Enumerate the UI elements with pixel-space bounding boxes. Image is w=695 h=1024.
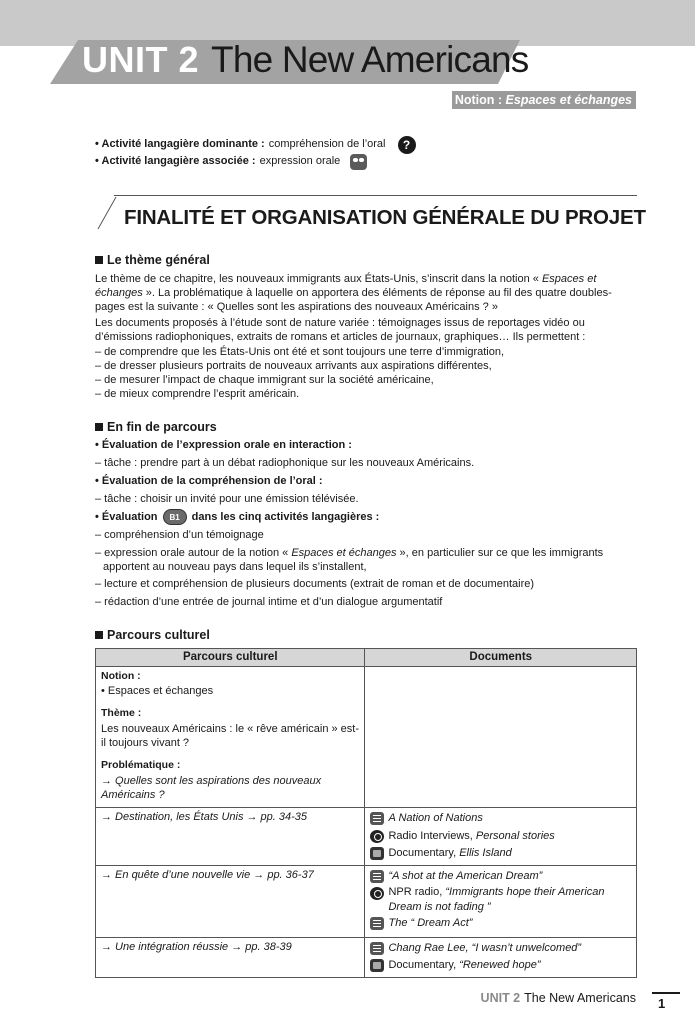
video-doc-icon <box>370 847 384 860</box>
document-item: Documentary, Ellis Island <box>370 845 631 863</box>
document-item: Chang Rae Lee, “I wasn’t unwelcomed” <box>370 940 631 958</box>
step-cell: → En quête d’une nouvelle vie → pp. 36-37 <box>96 865 365 937</box>
footer-rule <box>652 992 680 994</box>
square-bullet-icon <box>95 423 103 431</box>
dominant-activity-label: • Activité langagière dominante : <box>95 138 265 151</box>
text-doc-icon <box>370 870 384 883</box>
parcours-table <box>95 648 637 978</box>
b1-level-icon: B1 <box>163 509 187 525</box>
associated-activity-value: expression orale <box>259 155 341 168</box>
footer-unit: UNIT 2 <box>480 991 521 1005</box>
theme-section <box>95 252 637 401</box>
theme-item: – de dresser plusieurs portraits de nouveaux arrivants aux aspirations différentes, <box>95 359 492 372</box>
documents-cell <box>365 808 637 866</box>
document-item: The “ Dream Act” <box>370 915 631 933</box>
listening-icon: ? <box>398 136 416 154</box>
document-item: “A shot at the American Dream” <box>370 868 631 886</box>
footer-title: The New Americans <box>524 991 636 1005</box>
theme-paragraph-1: Le thème de ce chapitre, les nouveaux immigrants aux États-Unis, s’inscrit dans la notion « Espaces et échanges ». La problématique à laquelle on apportera des éléments de réponse au fil des quatre doubles-pages est la suivante : « Quelles sont les aspirations des nouveaux Américains ? » <box>95 272 612 313</box>
dominant-activity <box>95 136 416 153</box>
theme-item: – de mesurer l’impact de chaque immigrant sur la société américaine, <box>95 373 434 386</box>
text-doc-icon <box>370 812 384 825</box>
fin-item: – expression orale autour de la notion « Espaces et échanges », en particulier sur ce que les immigrants <box>95 546 604 559</box>
theme-item: – de mieux comprendre l’esprit américain. <box>95 388 300 401</box>
column-header: Documents <box>365 649 637 667</box>
table-row <box>96 808 637 866</box>
notion-tag-value: Espaces et échanges <box>505 93 632 107</box>
problematique-label: Problématique : <box>101 759 181 771</box>
documents-cell <box>365 865 637 937</box>
notion-tag-label: Notion : <box>454 93 503 107</box>
video-doc-icon <box>370 959 384 972</box>
associated-activity-label: • Activité langagière associée : <box>95 155 256 168</box>
table-row <box>96 865 637 937</box>
fin-item: – rédaction d’une entrée de journal intime et d’un dialogue argumentatif <box>95 595 443 608</box>
documents-cell <box>365 667 637 808</box>
table-row <box>96 667 637 808</box>
document-item: Documentary, “Renewed hope” <box>370 957 631 975</box>
theme-label: Thème : <box>101 707 142 719</box>
audio-doc-icon <box>370 887 384 900</box>
page-number: 1 <box>658 996 666 1011</box>
square-bullet-icon <box>95 256 103 264</box>
unit-title: The New Americans <box>211 38 529 80</box>
document-item: Radio Interviews, Personal stories <box>370 828 631 846</box>
table-header-row <box>96 649 637 667</box>
audio-doc-icon <box>370 830 384 843</box>
page-title <box>82 36 528 84</box>
heading-rule <box>114 195 637 196</box>
footer <box>481 990 636 1007</box>
theme-value: Les nouveaux Américains : le « rêve américain » est-il toujours vivant ? <box>101 723 360 749</box>
fin-section <box>95 419 637 611</box>
theme-paragraph-2: Les documents proposés à l’étude sont de nature variée : témoignages issus de reportages vidéo ou d’émissions radiophoniques, extraits de romans et articles de journaux, graphiques… Ils permettent : <box>95 317 586 344</box>
notion-label: Notion : <box>101 670 141 682</box>
eval-oral-interaction: • Évaluation de l’expression orale en interaction : <box>95 438 352 451</box>
notion-tag <box>452 91 636 109</box>
square-bullet-icon <box>95 631 103 639</box>
notion-cell <box>96 667 365 808</box>
text-doc-icon <box>370 917 384 930</box>
fin-item: – compréhension d’un témoignage <box>95 528 264 541</box>
fin-item-continued: apportent au nouveau pays dans lequel ils s’installent, <box>103 560 367 573</box>
task-debate: – tâche : prendre part à un débat radiophonique sur les nouveaux Américains. <box>95 456 475 469</box>
table-row <box>96 937 637 977</box>
eval-five-activities: • Évaluation B1 dans les cinq activités langagières : <box>95 508 637 526</box>
speaking-icon <box>350 154 367 170</box>
unit-label: UNIT 2 <box>82 39 200 81</box>
theme-item: – de comprendre que les États-Unis ont été et sont toujours une terre d’immigration, <box>95 345 505 358</box>
step-cell: → Destination, les États Unis → pp. 34-35 <box>96 808 365 866</box>
associated-activity <box>95 153 416 170</box>
notion-value: • Espaces et échanges <box>101 685 214 697</box>
column-header: Parcours culturel <box>96 649 365 667</box>
task-guest: – tâche : choisir un invité pour une émission télévisée. <box>95 492 359 505</box>
activities-block <box>95 136 416 170</box>
document-item: A Nation of Nations <box>370 810 631 828</box>
eval-listening: • Évaluation de la compréhension de l’oral : <box>95 474 323 487</box>
main-heading: FINALITÉ ET ORGANISATION GÉNÉRALE DU PROJET <box>124 206 646 229</box>
fin-title: En fin de parcours <box>95 419 637 436</box>
documents-cell <box>365 937 637 977</box>
step-cell: → Une intégration réussie → pp. 38-39 <box>96 937 365 977</box>
parcours-title: Parcours culturel <box>95 627 637 644</box>
parcours-section <box>95 627 637 644</box>
heading-slash-decoration <box>96 196 118 230</box>
document-item: NPR radio, “Immigrants hope their American Dream is not fading ” <box>370 885 631 915</box>
text-doc-icon <box>370 942 384 955</box>
dominant-activity-value: compréhension de l’oral <box>268 138 386 151</box>
theme-title: Le thème général <box>95 252 637 269</box>
problematique-value: → Quelles sont les aspirations des nouveaux Américains ? <box>101 775 322 801</box>
fin-item: – lecture et compréhension de plusieurs documents (extrait de roman et de documentaire) <box>95 577 535 590</box>
